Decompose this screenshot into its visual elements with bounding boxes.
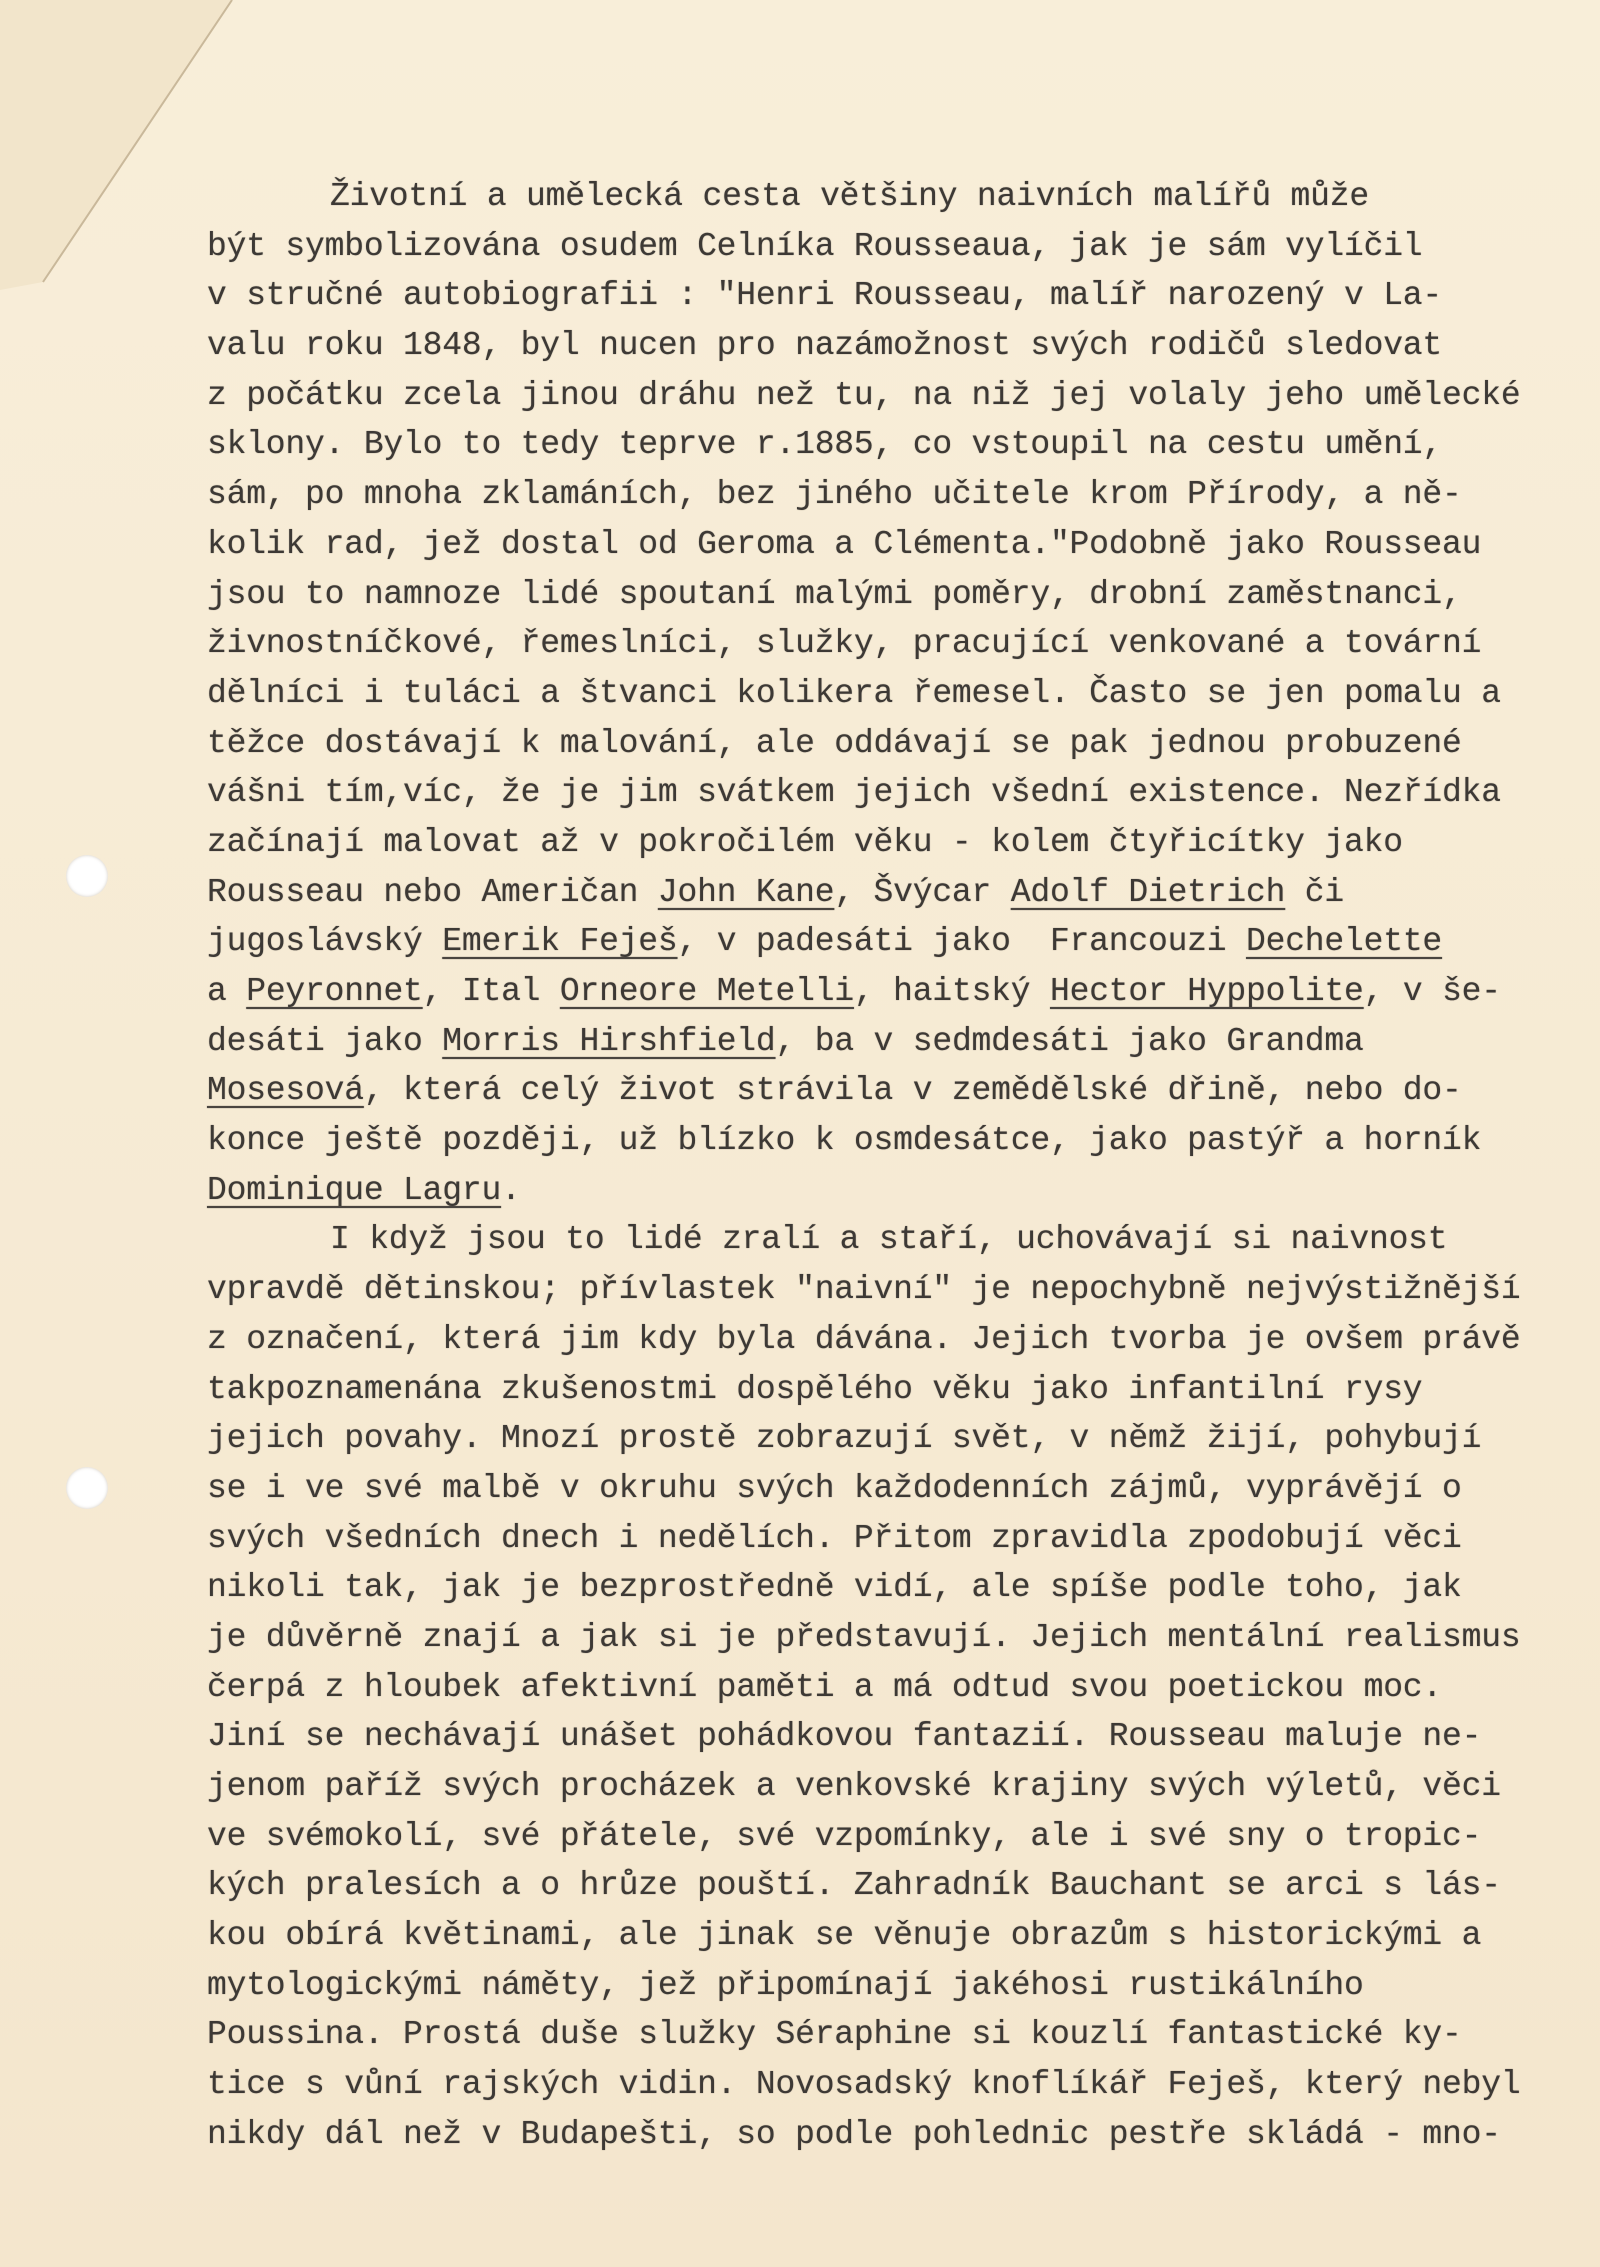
underlined-name: Hector Hyppolite xyxy=(1050,973,1364,1010)
text-line xyxy=(207,719,1587,769)
underlined-name: Peyronnet xyxy=(246,973,423,1010)
text-segment: nikdy dál než v Budapešti, so podle pohlednic pestře skládá - mno- xyxy=(207,2115,1501,2153)
text-line xyxy=(207,321,1587,371)
text-line xyxy=(207,271,1587,321)
text-segment: nikoli tak, jak je bezprostředně vidí, ale spíše podle toho, jak xyxy=(207,1569,1462,1607)
text-segment: ve svémokolí, své přátele, své vzpomínky, ale i své sny o tropic- xyxy=(207,1817,1482,1855)
text-line xyxy=(207,1911,1587,1961)
text-segment: , v še- xyxy=(1363,973,1501,1010)
text-line xyxy=(207,1861,1587,1911)
text-line xyxy=(207,1265,1587,1315)
text-segment: začínají malovat až v pokročilém věku - kolem čtyřicítky jako xyxy=(207,823,1403,861)
text-line xyxy=(207,1365,1587,1415)
text-segment: . xyxy=(501,1171,521,1209)
text-segment: vpravdě dětinskou; přívlastek "naivní" je nepochybně nejvýstižnější xyxy=(207,1271,1521,1309)
text-line xyxy=(207,1663,1587,1713)
text-segment: Životní a umělecká cesta většiny naivních malířů může xyxy=(330,178,1369,215)
text-line xyxy=(207,1762,1587,1812)
text-line xyxy=(207,2010,1587,2060)
text-segment: konce ještě později, už blízko k osmdesátce, jako pastýř a horník xyxy=(207,1122,1482,1160)
text-line xyxy=(207,2110,1587,2160)
text-line xyxy=(207,619,1587,669)
text-segment: takpoznamenána zkušenostmi dospělého věku jako infantilní rysy xyxy=(207,1370,1423,1408)
text-line xyxy=(207,1414,1587,1464)
underlined-name: Adolf Dietrich xyxy=(1010,873,1286,911)
underlined-name: John Kane xyxy=(657,873,835,911)
text-line xyxy=(207,172,1587,222)
text-line xyxy=(207,470,1587,520)
text-segment: tice s vůní rajských vidin. Novosadský knoflíkář Feješ, který nebyl xyxy=(207,2066,1521,2104)
text-line xyxy=(207,669,1587,719)
text-segment: vášni tím,víc, že je jim svátkem jejich všední existence. Nezřídka xyxy=(207,774,1501,812)
punch-hole-top xyxy=(66,855,108,897)
underlined-name: Orneore Metelli xyxy=(559,973,854,1010)
text-line xyxy=(207,917,1587,967)
underlined-name: Dominique Lagru xyxy=(207,1171,502,1209)
text-segment: desáti jako xyxy=(207,1022,443,1060)
text-segment: sklony. Bylo to tedy teprve r.1885, co vstoupil na cestu umění, xyxy=(207,426,1443,464)
text-line xyxy=(207,1464,1587,1514)
text-line xyxy=(207,520,1587,570)
text-segment: z označení, která jim kdy byla dávána. Jejich tvorba je ovšem právě xyxy=(207,1320,1521,1358)
text-segment: valu roku 1848, byl nucen pro nazámožnost svých rodičů sledovat xyxy=(207,327,1443,365)
text-line xyxy=(207,1812,1587,1862)
text-segment: Poussina. Prostá duše služky Séraphine si kouzlí fantastické ky- xyxy=(207,2016,1462,2054)
text-line xyxy=(207,1066,1587,1116)
text-segment: , která celý život strávila v zemědělské dřině, nebo do- xyxy=(363,1072,1462,1110)
text-line xyxy=(207,1315,1587,1365)
text-line xyxy=(207,1514,1587,1564)
text-segment: kých pralesích a o hrůze pouští. Zahradník Bauchant se arci s lás- xyxy=(207,1867,1501,1905)
text-segment: mytologickými náměty, jež připomínají jakéhosi rustikálního xyxy=(207,1966,1364,2004)
text-segment: , v padesáti jako Francouzi xyxy=(677,923,1246,961)
text-segment: Rousseau nebo Američan xyxy=(207,873,658,911)
text-line xyxy=(207,967,1587,1017)
text-line xyxy=(207,1563,1587,1613)
text-segment: živnostníčkové, řemeslníci, služky, pracující venkované a tovární xyxy=(207,625,1482,663)
text-line xyxy=(207,1613,1587,1663)
text-line xyxy=(207,1166,1587,1216)
text-line xyxy=(207,1712,1587,1762)
text-segment: v stručné autobiografii : "Henri Rousseau, malíř narozený v La- xyxy=(207,277,1443,315)
text-segment: svých všedních dnech i nedělích. Přitom zpravidla zpodobují věci xyxy=(207,1519,1462,1557)
typewritten-text xyxy=(207,172,1587,2160)
text-segment: jenom paříž svých procházek a venkovské krajiny svých výletů, věci xyxy=(207,1768,1501,1805)
text-segment: , Švýcar xyxy=(834,873,1011,911)
text-line xyxy=(207,371,1587,421)
text-segment: Jiní se nechávají unášet pohádkovou fantazií. Rousseau maluje ne- xyxy=(207,1718,1482,1756)
text-segment: kolik rad, jež dostal od Geroma a Clémenta."Podobně jako Rousseau xyxy=(207,525,1482,563)
underlined-name: Morris Hirshfield xyxy=(442,1022,776,1060)
text-segment: z počátku zcela jinou dráhu než tu, na niž jej volaly jeho umělecké xyxy=(207,376,1521,414)
text-segment: či xyxy=(1285,873,1345,911)
text-line xyxy=(207,420,1587,470)
underlined-name: Emerik Feješ xyxy=(442,923,678,961)
text-segment: kou obírá květinami, ale jinak se věnuje obrazům s historickými a xyxy=(207,1917,1482,1955)
text-segment: jugoslávský xyxy=(207,923,443,961)
text-line xyxy=(207,768,1587,818)
text-line xyxy=(207,818,1587,868)
text-line xyxy=(207,1116,1587,1166)
text-line xyxy=(207,1215,1587,1265)
text-segment: jsou to namnoze lidé spoutaní malými poměry, drobní zaměstnanci, xyxy=(207,575,1462,613)
text-segment: sám, po mnoha zklamáních, bez jiného učitele krom Přírody, a ně- xyxy=(207,476,1462,514)
text-line xyxy=(207,222,1587,272)
text-line xyxy=(207,868,1587,918)
text-line xyxy=(207,1017,1587,1067)
text-segment: dělníci i tuláci a štvanci kolikera řemesel. Často se jen pomalu a xyxy=(207,674,1501,712)
text-line xyxy=(207,1961,1587,2011)
text-segment: , haitský xyxy=(853,973,1050,1010)
text-segment: jejich povahy. Mnozí prostě zobrazují svět, v němž žijí, pohybují xyxy=(207,1420,1482,1458)
text-segment: I když jsou to lidé zralí a staří, uchovávají si naivnost xyxy=(330,1221,1448,1259)
punch-hole-bottom xyxy=(66,1467,108,1509)
text-segment: , ba v sedmdesáti jako Grandma xyxy=(775,1022,1364,1060)
text-line xyxy=(207,570,1587,620)
text-line xyxy=(207,2060,1587,2110)
text-segment: čerpá z hloubek afektivní paměti a má odtud svou poetickou moc. xyxy=(207,1668,1443,1706)
text-segment: být symbolizována osudem Celníka Rousseaua, jak je sám vylíčil xyxy=(207,227,1423,265)
text-segment: se i ve své malbě v okruhu svých každodenních zájmů, vyprávějí o xyxy=(207,1469,1462,1507)
underlined-name: Mosesová xyxy=(207,1072,364,1110)
text-segment: těžce dostávají k malování, ale oddávají se pak jednou probuzené xyxy=(207,724,1462,762)
text-segment: je důvěrně znají a jak si je představují. Jejich mentální realismus xyxy=(207,1618,1521,1656)
text-segment: , Ital xyxy=(422,973,560,1010)
text-segment: a xyxy=(207,973,247,1010)
underlined-name: Dechelette xyxy=(1246,923,1443,961)
